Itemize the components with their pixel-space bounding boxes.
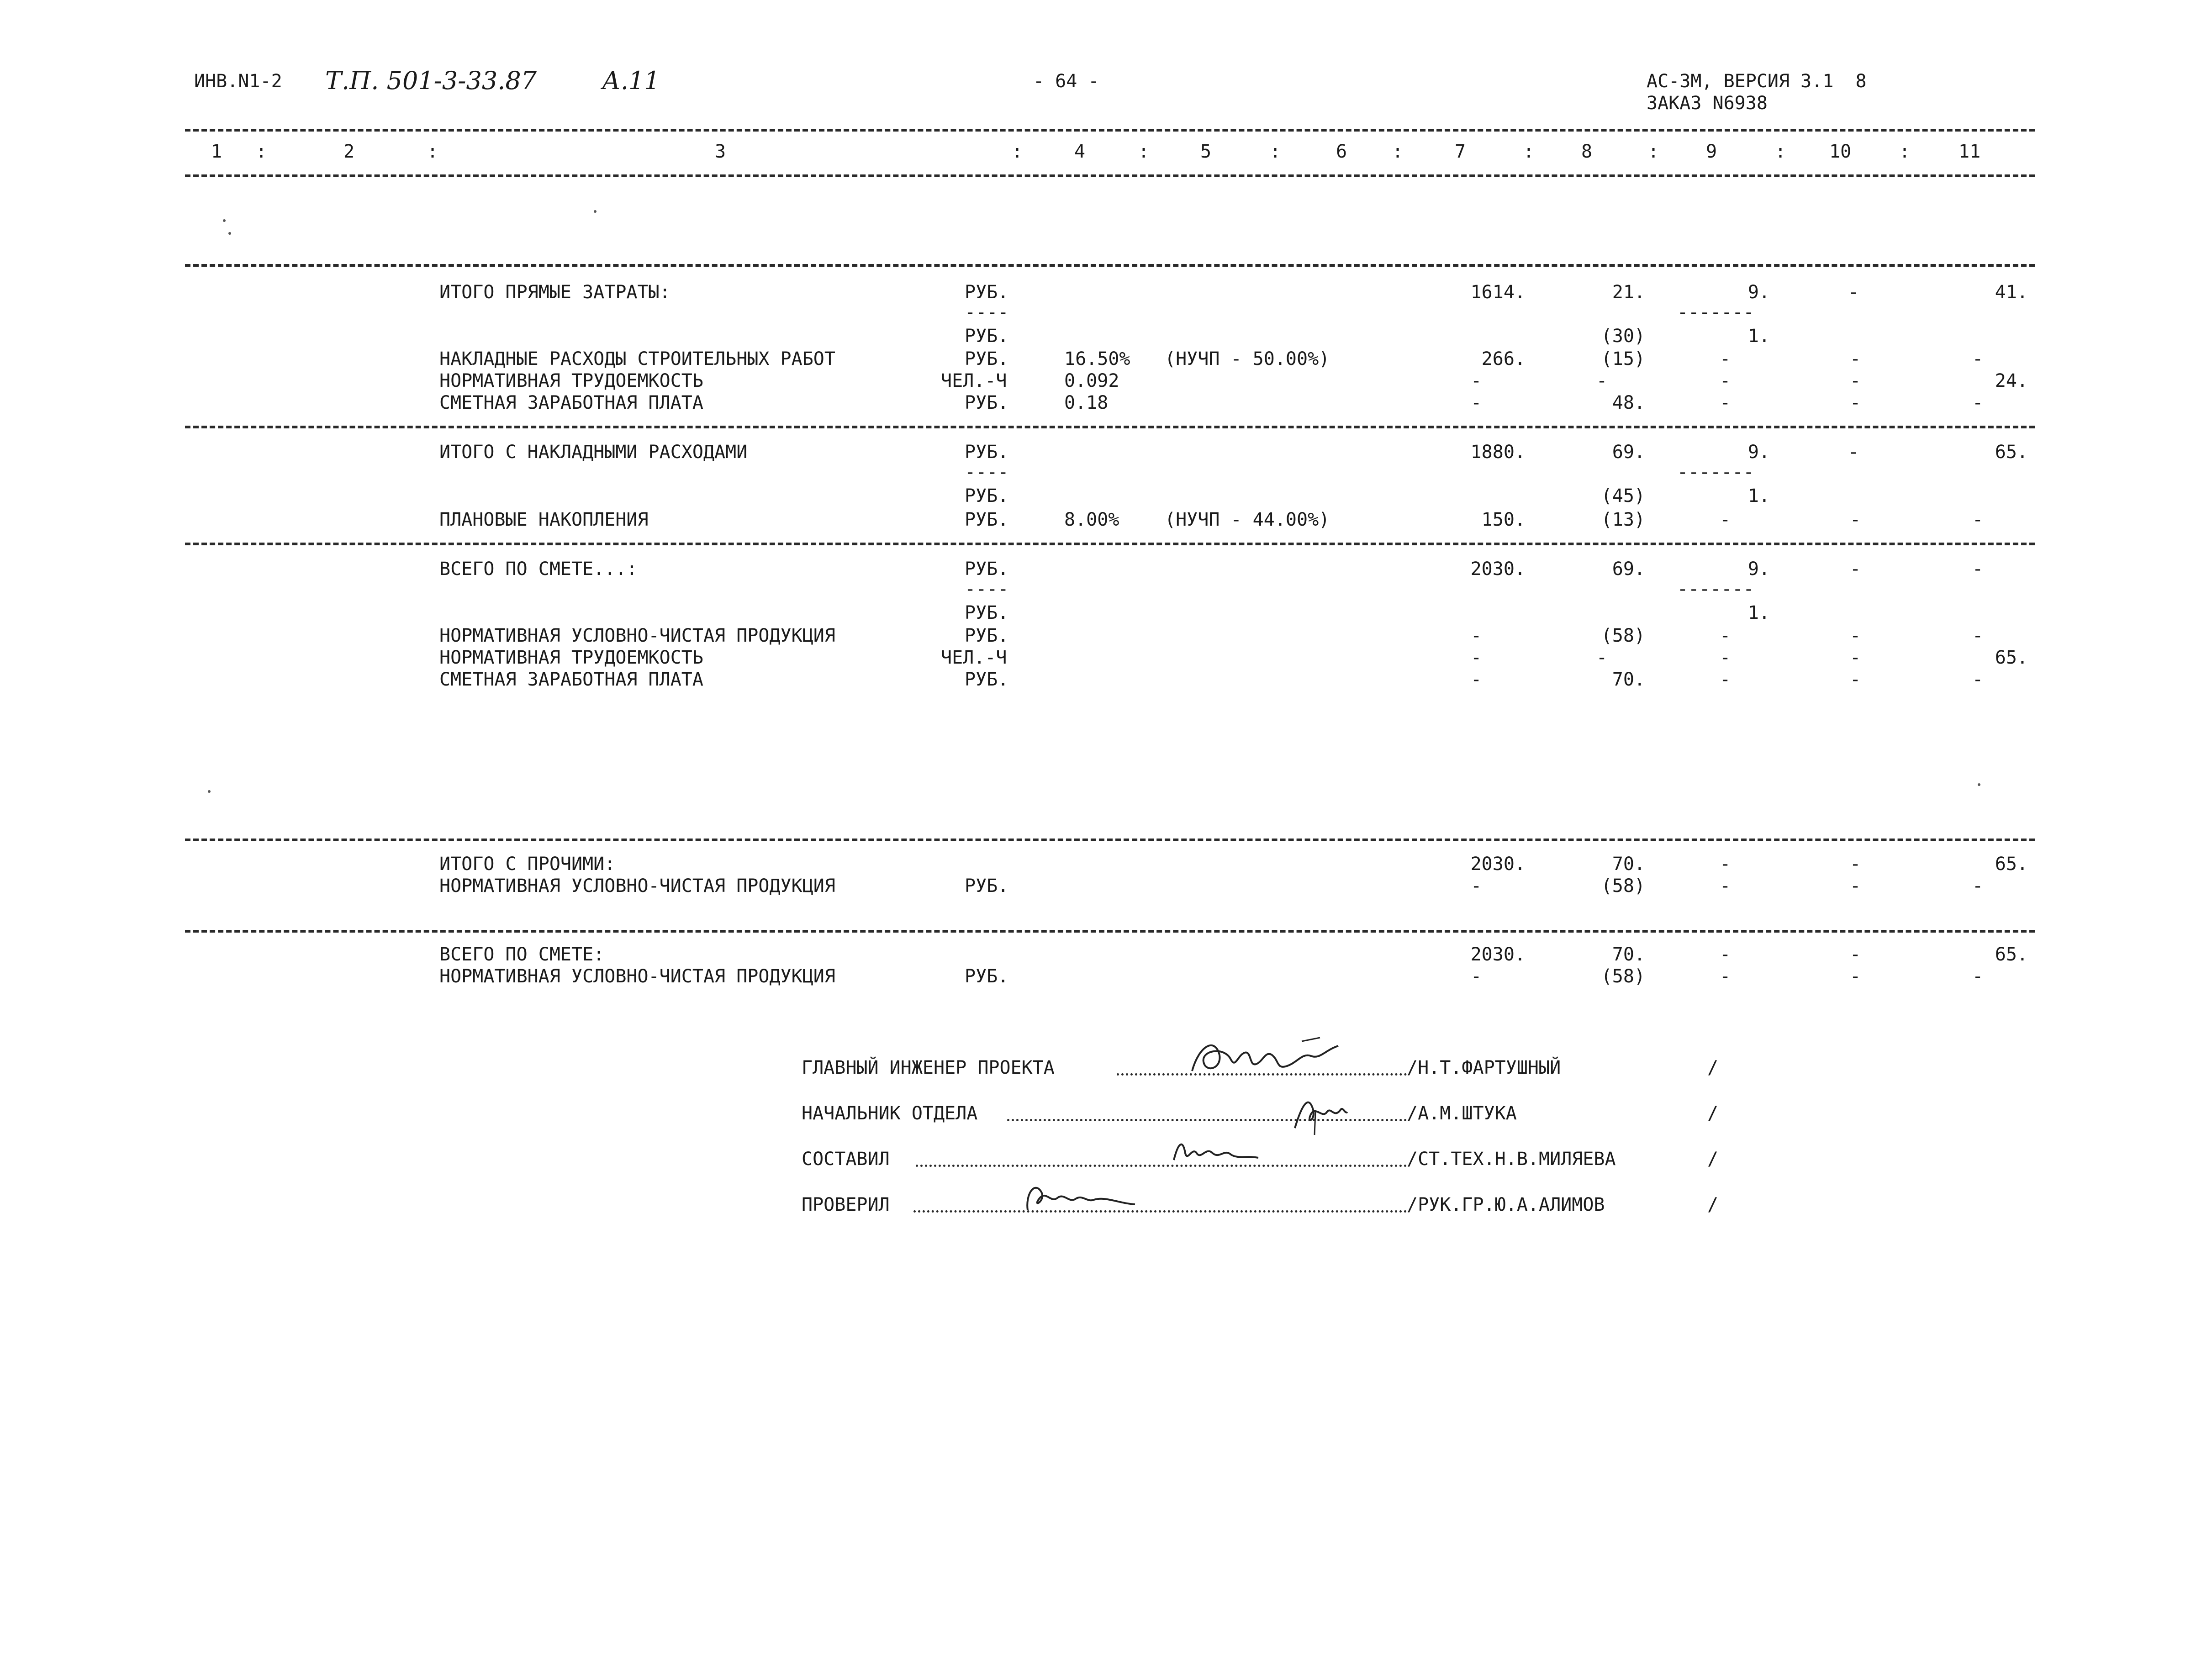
cell-col9: 1. [1747, 326, 1770, 347]
column-separator: : [1523, 141, 1535, 162]
cell-col10: - [1848, 282, 1859, 303]
cell-col11: 65. [1995, 442, 2028, 463]
unit-cell: РУБ. [965, 602, 1009, 623]
dash-separator: ---- [965, 579, 1009, 600]
cell-col8: (45) [1601, 485, 1645, 506]
row-label: ИТОГО С ПРОЧИМИ: [439, 854, 616, 875]
cell-col11: - [1972, 392, 1984, 413]
cell-col7: 2030. [1470, 559, 1526, 580]
column-separator: : [1899, 141, 1911, 162]
cell-col10: - [1850, 854, 1861, 875]
cell-col8: - [1596, 647, 1608, 668]
unit-cell: РУБ. [965, 442, 1009, 463]
cell-col8: 70. [1612, 944, 1645, 965]
unit-cell: ЧЕЛ.-Ч [941, 647, 1007, 668]
row-label: ИТОГО С НАКЛАДНЫМИ РАСХОДАМИ [439, 442, 748, 463]
unit-cell: РУБ. [965, 392, 1009, 413]
cell-col9: 1. [1747, 602, 1770, 623]
row-label: НОРМАТИВНАЯ ТРУДОЕМКОСТЬ [439, 647, 703, 668]
row-label: ВСЕГО ПО СМЕТЕ: [439, 944, 605, 965]
column-label: 9 [1706, 141, 1717, 162]
signature-role: СОСТАВИЛ [802, 1149, 890, 1170]
cell-col5: (НУЧП - 44.00%) [1165, 509, 1330, 530]
signature-name: /А.М.ШТУКА [1407, 1103, 1517, 1124]
cell-col8: (13) [1601, 509, 1645, 530]
handwritten-signature [1188, 1028, 1352, 1082]
cell-col7: 150. [1481, 509, 1526, 530]
cell-col10: - [1850, 509, 1861, 530]
rule [185, 839, 2035, 841]
row-label: СМЕТНАЯ ЗАРАБОТНАЯ ПЛАТА [439, 392, 703, 413]
cell-col10: - [1850, 392, 1861, 413]
signature-end: / [1707, 1149, 1719, 1170]
handwritten-signature [1288, 1087, 1352, 1137]
cell-col7: - [1471, 647, 1482, 668]
scan-speck [223, 219, 226, 222]
album-number: А.11 [602, 66, 660, 95]
rule [185, 264, 2035, 267]
cell-col7: 2030. [1470, 854, 1526, 875]
unit-cell: РУБ. [965, 966, 1009, 987]
cell-col7: - [1471, 966, 1482, 987]
unit-cell: РУБ. [965, 509, 1009, 530]
row-label: НОРМАТИВНАЯ УСЛОВНО-ЧИСТАЯ ПРОДУКЦИЯ [439, 876, 835, 897]
cell-col7: - [1471, 370, 1482, 391]
column-label: 8 [1581, 141, 1593, 162]
row-label: НОРМАТИВНАЯ ТРУДОЕМКОСТЬ [439, 370, 703, 391]
cell-col8: (58) [1601, 966, 1645, 987]
cell-col10: - [1850, 348, 1861, 369]
order-number: ЗАКАЗ N6938 [1647, 93, 1768, 114]
signature-role: ГЛАВНЫЙ ИНЖЕНЕР ПРОЕКТА [802, 1057, 1055, 1078]
column-separator: : [1138, 141, 1150, 162]
column-label: 3 [715, 141, 726, 162]
row-label: НОРМАТИВНАЯ УСЛОВНО-ЧИСТАЯ ПРОДУКЦИЯ [439, 625, 835, 646]
cell-col11: - [1972, 559, 1984, 580]
cell-col10: - [1850, 944, 1861, 965]
scan-speck [208, 790, 211, 793]
cell-col9: 9. [1747, 282, 1770, 303]
unit-cell: РУБ. [965, 669, 1009, 690]
row-label: ПЛАНОВЫЕ НАКОПЛЕНИЯ [439, 509, 649, 530]
cell-col11: 41. [1995, 282, 2028, 303]
row-label: СМЕТНАЯ ЗАРАБОТНАЯ ПЛАТА [439, 669, 703, 690]
unit-cell: РУБ. [965, 282, 1009, 303]
page-number: - 64 - [1033, 71, 1099, 92]
rule [185, 426, 2035, 428]
cell-col11: - [1972, 669, 1984, 690]
cell-col9: 9. [1747, 559, 1770, 580]
cell-col7: - [1471, 669, 1482, 690]
dash-separator: ------- [1677, 462, 1754, 483]
cell-col10: - [1850, 647, 1861, 668]
cell-col8: 69. [1612, 442, 1645, 463]
scan-speck [1978, 783, 1980, 786]
cell-col7: 1614. [1470, 282, 1526, 303]
column-label: 2 [343, 141, 355, 162]
cell-col9: - [1720, 392, 1731, 413]
cell-col10: - [1850, 669, 1861, 690]
column-separator: : [1648, 141, 1659, 162]
cell-col7: - [1471, 392, 1482, 413]
project-code: Т.П. 501-3-33.87 [325, 66, 537, 95]
rule [185, 543, 2035, 545]
rule [185, 930, 2035, 933]
cell-col8: (30) [1601, 326, 1645, 347]
cell-col10: - [1850, 876, 1861, 897]
unit-cell: РУБ. [965, 485, 1009, 506]
cell-col8: - [1596, 370, 1608, 391]
column-label: 10 [1829, 141, 1852, 162]
cell-col11: - [1972, 625, 1984, 646]
cell-col8: (15) [1601, 348, 1645, 369]
cell-col8: 48. [1612, 392, 1645, 413]
column-separator: : [1775, 141, 1786, 162]
cell-col8: 70. [1612, 669, 1645, 690]
column-label: 1 [211, 141, 222, 162]
cell-col9: - [1720, 348, 1731, 369]
signature-dots [913, 1210, 1407, 1213]
dash-separator: ---- [965, 462, 1009, 483]
cell-col10: - [1848, 442, 1859, 463]
signature-end: / [1707, 1103, 1719, 1124]
cell-col11: 65. [1995, 854, 2028, 875]
signature-role: ПРОВЕРИЛ [802, 1194, 890, 1215]
cell-col11: - [1972, 348, 1984, 369]
cell-col10: - [1850, 559, 1861, 580]
cell-col8: (58) [1601, 876, 1645, 897]
cell-col9: - [1720, 876, 1731, 897]
rule [185, 129, 2035, 132]
column-separator: : [427, 141, 438, 162]
signature-dots [916, 1165, 1407, 1167]
handwritten-signature [1169, 1133, 1261, 1169]
cell-col9: - [1720, 509, 1731, 530]
column-label: 7 [1455, 141, 1466, 162]
cell-col7: 2030. [1470, 944, 1526, 965]
dash-separator: ---- [965, 302, 1009, 323]
cell-col4: 8.00% [1064, 509, 1119, 530]
cell-col8: (58) [1601, 625, 1645, 646]
column-separator: : [1270, 141, 1281, 162]
cell-col10: - [1850, 370, 1861, 391]
cell-col5: (НУЧП - 50.00%) [1165, 348, 1330, 369]
dash-separator: ------- [1677, 302, 1754, 323]
cell-col9: 9. [1747, 442, 1770, 463]
cell-col4: 0.18 [1064, 392, 1109, 413]
cell-col11: 65. [1995, 944, 2028, 965]
cell-col8: 69. [1612, 559, 1645, 580]
signature-end: / [1707, 1194, 1719, 1215]
column-label: 11 [1959, 141, 1981, 162]
cell-col9: - [1720, 966, 1731, 987]
cell-col7: - [1471, 625, 1482, 646]
scan-speck [594, 210, 597, 213]
signature-name: /СТ.ТЕХ.Н.В.МИЛЯЕВА [1407, 1149, 1616, 1170]
row-label: ВСЕГО ПО СМЕТЕ...: [439, 559, 638, 580]
cell-col9: - [1720, 370, 1731, 391]
cell-col9: - [1720, 625, 1731, 646]
rule [185, 174, 2035, 177]
row-label: ИТОГО ПРЯМЫЕ ЗАТРАТЫ: [439, 282, 670, 303]
cell-col9: - [1720, 854, 1731, 875]
unit-cell: РУБ. [965, 348, 1009, 369]
cell-col7: 1880. [1470, 442, 1526, 463]
cell-col7: 266. [1481, 348, 1526, 369]
unit-cell: ЧЕЛ.-Ч [941, 370, 1007, 391]
unit-cell: РУБ. [965, 876, 1009, 897]
row-label: НАКЛАДНЫЕ РАСХОДЫ СТРОИТЕЛЬНЫХ РАБОТ [439, 348, 835, 369]
cell-col11: 24. [1995, 370, 2028, 391]
cell-col9: - [1720, 669, 1731, 690]
cell-col10: - [1850, 966, 1861, 987]
column-label: 6 [1336, 141, 1347, 162]
column-separator: : [1392, 141, 1404, 162]
cell-col11: 65. [1995, 647, 2028, 668]
column-separator: : [256, 141, 267, 162]
cell-col11: - [1972, 509, 1984, 530]
row-label: НОРМАТИВНАЯ УСЛОВНО-ЧИСТАЯ ПРОДУКЦИЯ [439, 966, 835, 987]
cell-col8: 21. [1612, 282, 1645, 303]
program-version: АС-3М, ВЕРСИЯ 3.1 8 [1647, 71, 1867, 92]
cell-col9: - [1720, 944, 1731, 965]
handwritten-signature [1019, 1176, 1137, 1217]
column-separator: : [1012, 141, 1023, 162]
inventory-number: ИНВ.N1-2 [194, 71, 282, 92]
scan-speck [228, 232, 231, 235]
cell-col9: 1. [1747, 485, 1770, 506]
cell-col11: - [1972, 966, 1984, 987]
column-label: 5 [1200, 141, 1212, 162]
cell-col10: - [1850, 625, 1861, 646]
unit-cell: РУБ. [965, 326, 1009, 347]
cell-col4: 16.50% [1064, 348, 1130, 369]
dash-separator: ------- [1677, 579, 1754, 600]
cell-col8: 70. [1612, 854, 1645, 875]
cell-col4: 0.092 [1064, 370, 1119, 391]
cell-col7: - [1471, 876, 1482, 897]
cell-col9: - [1720, 647, 1731, 668]
unit-cell: РУБ. [965, 559, 1009, 580]
cell-col11: - [1972, 876, 1984, 897]
signature-end: / [1707, 1057, 1719, 1078]
unit-cell: РУБ. [965, 625, 1009, 646]
signature-name: /РУК.ГР.Ю.А.АЛИМОВ [1407, 1194, 1605, 1215]
column-label: 4 [1074, 141, 1086, 162]
signature-role: НАЧАЛЬНИК ОТДЕЛА [802, 1103, 978, 1124]
signature-name: /Н.Т.ФАРТУШНЫЙ [1407, 1057, 1561, 1078]
